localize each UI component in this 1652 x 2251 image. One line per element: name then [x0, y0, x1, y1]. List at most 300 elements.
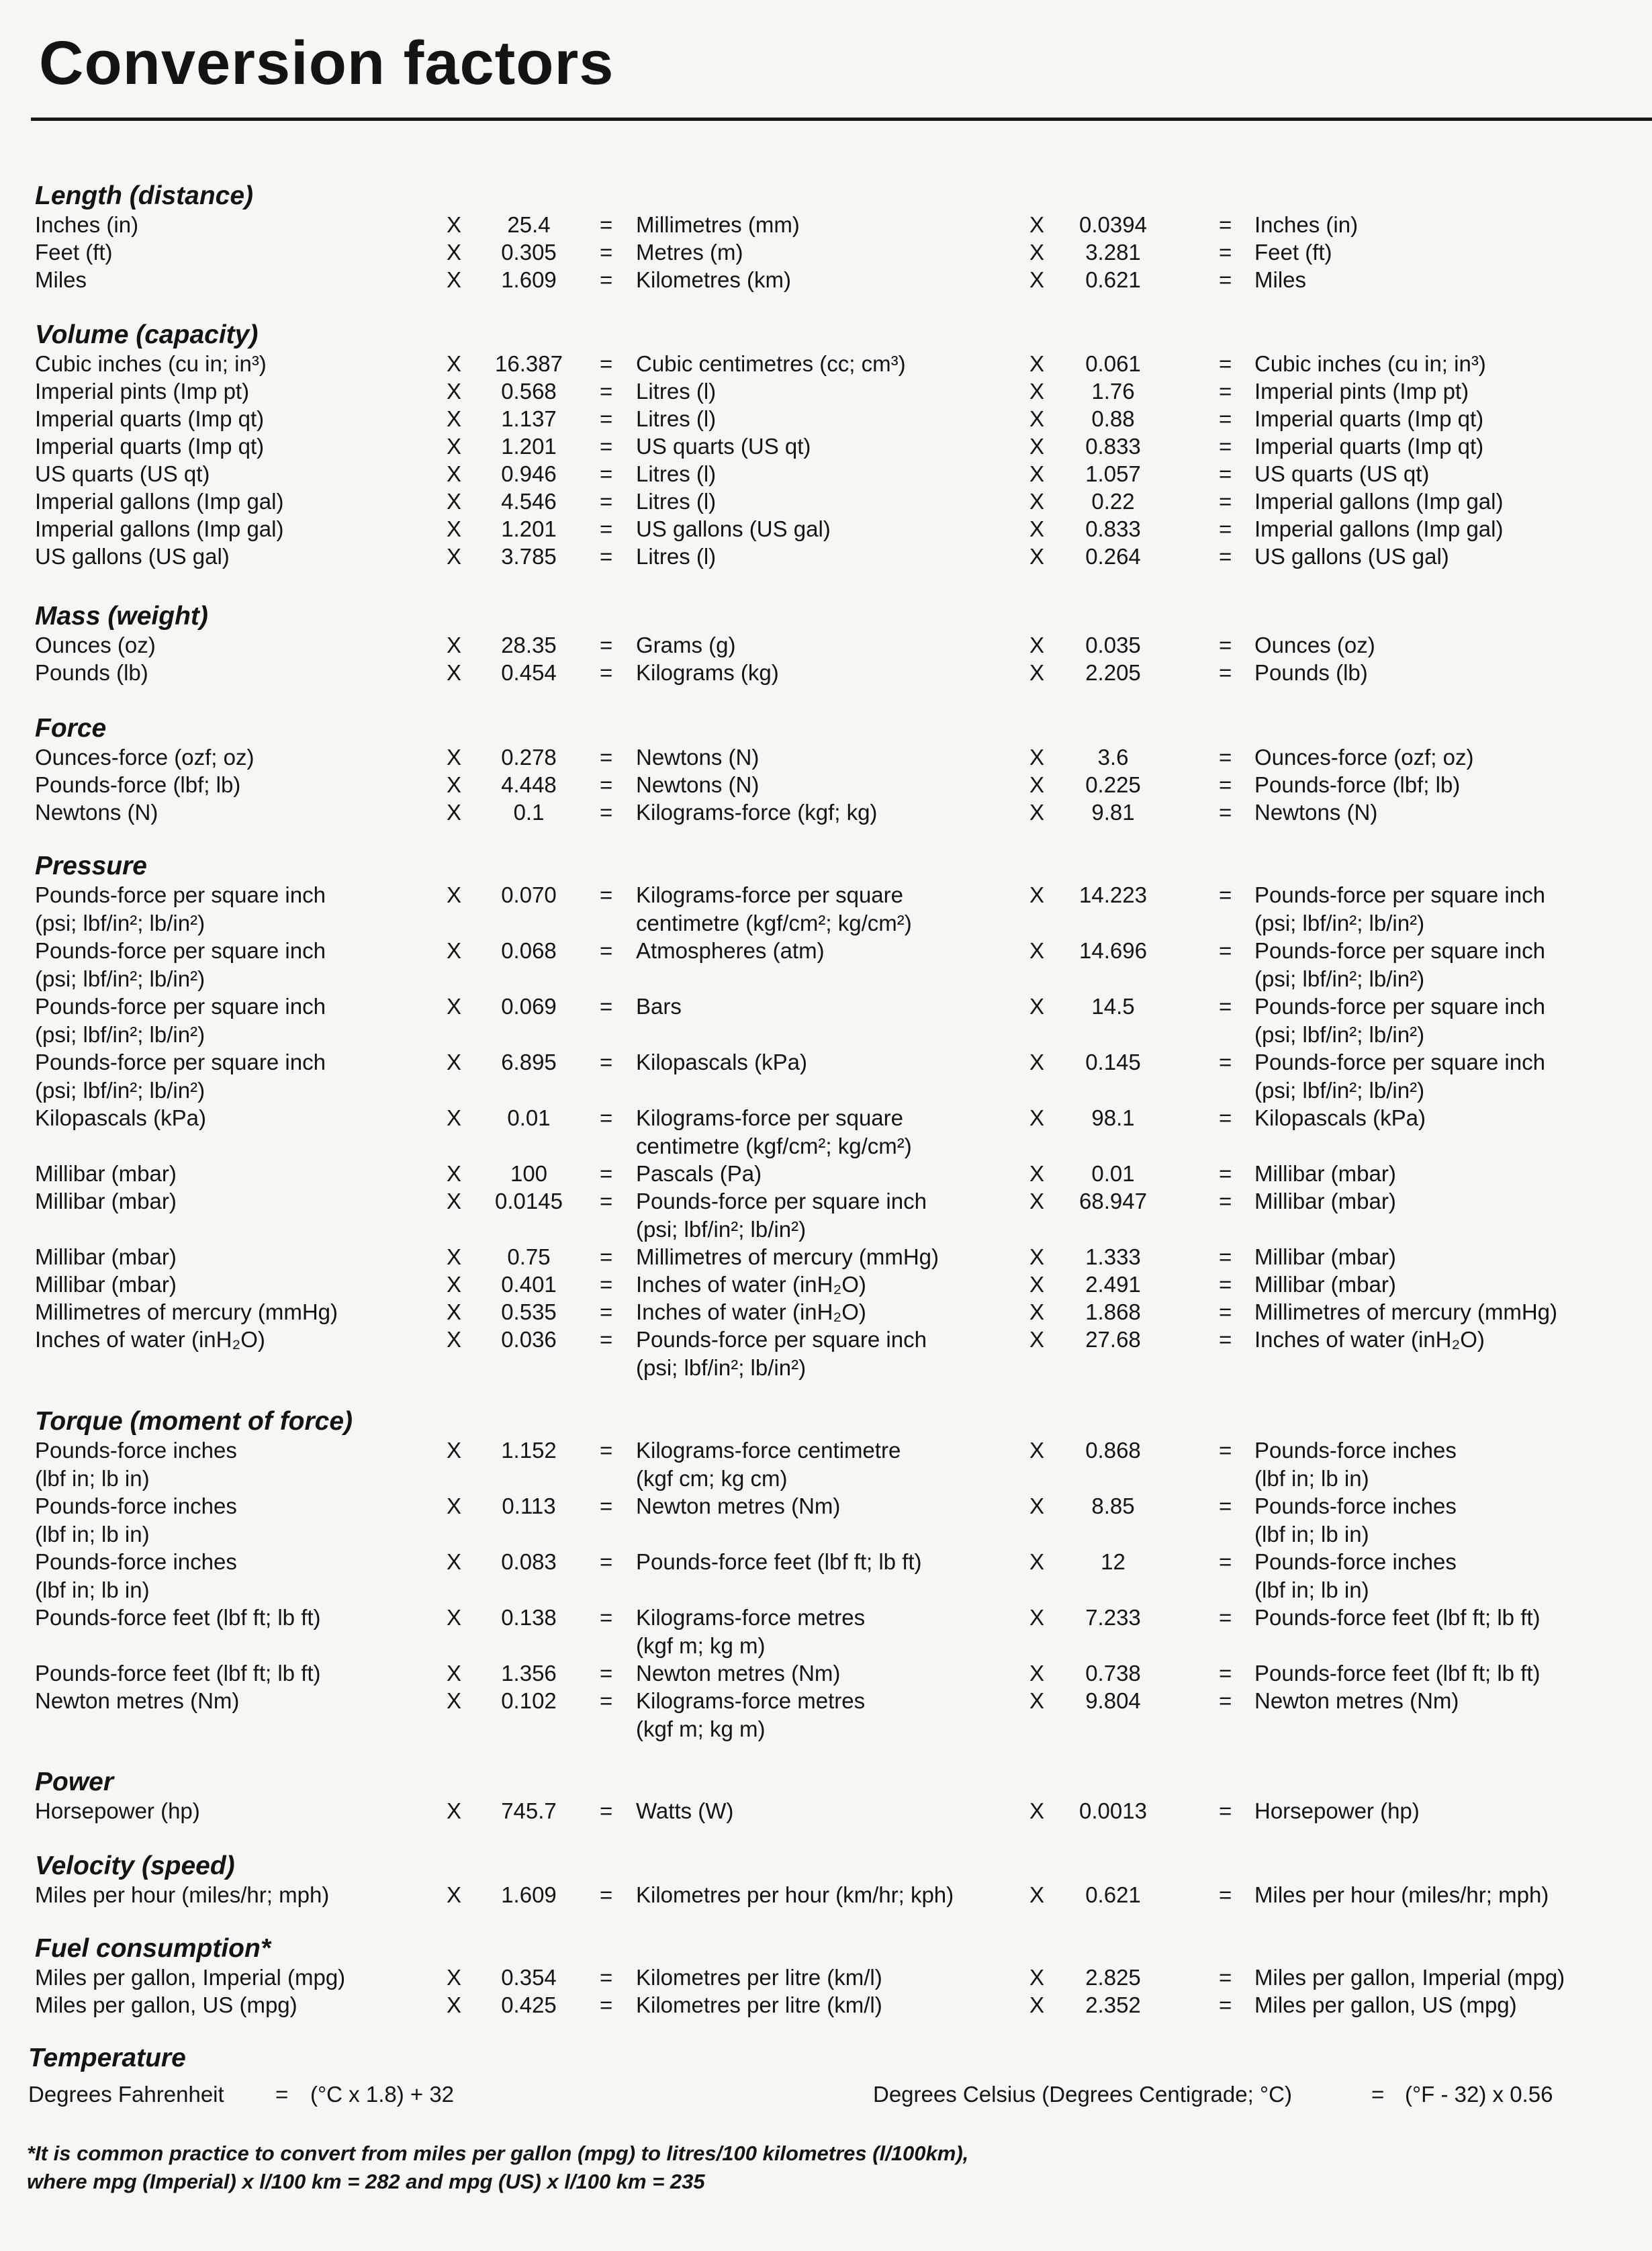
factor: [494, 937, 564, 965]
back-factor: [1061, 937, 1165, 965]
multiply-sign: [447, 1298, 461, 1326]
factor: [494, 266, 564, 294]
factor-line-1: 0.113: [502, 1494, 556, 1518]
from-unit: [35, 377, 249, 406]
back-factor: [1061, 405, 1165, 433]
temperature-equals-2: =: [1371, 2082, 1385, 2107]
from-unit: [35, 1604, 321, 1632]
factor: [494, 1492, 564, 1520]
back-unit: [1254, 1243, 1396, 1271]
equals-sign-line-1: =: [600, 1965, 613, 1990]
equals-sign-back-line-1: =: [1219, 212, 1232, 237]
back-unit: [1254, 350, 1486, 378]
from-unit-line-1: Imperial quarts (Imp qt): [35, 434, 265, 459]
multiply-sign-back-line-1: X: [1029, 1661, 1045, 1686]
multiply-sign-back-line-1: X: [1029, 1798, 1045, 1823]
back-factor-line-1: 0.833: [1085, 434, 1141, 459]
from-unit: [35, 881, 326, 937]
equals-sign-back: [1219, 1048, 1232, 1076]
back-factor-line-1: 0.833: [1085, 516, 1141, 541]
back-unit: [1254, 1687, 1459, 1715]
equals-sign-line-1: =: [600, 1244, 613, 1269]
multiply-sign: [447, 460, 461, 488]
multiply-sign-back: [1029, 432, 1044, 461]
to-unit: [636, 798, 877, 827]
back-unit-line-1: Millimetres of mercury (mmHg): [1254, 1299, 1558, 1324]
back-factor: [1061, 515, 1165, 543]
back-factor-line-1: 98.1: [1091, 1105, 1135, 1130]
from-unit-line-1: Newton metres (Nm): [35, 1688, 240, 1713]
from-unit-line-1: Ounces (oz): [35, 633, 156, 657]
to-unit: [636, 1160, 762, 1188]
factor-line-1: 0.01: [507, 1105, 551, 1130]
equals-sign: [600, 405, 612, 433]
equals-sign-back: [1219, 1271, 1232, 1299]
back-factor: [1061, 659, 1165, 687]
back-factor-line-1: 68.947: [1079, 1189, 1147, 1213]
multiply-sign-back: [1029, 1271, 1044, 1299]
equals-sign-line-1: =: [600, 516, 613, 541]
multiply-sign-back: [1029, 1548, 1044, 1576]
back-unit-line-1: Pounds-force inches: [1254, 1438, 1457, 1463]
from-unit: [35, 266, 87, 294]
back-unit: [1254, 405, 1483, 433]
celsius-formula: (°F - 32) x 0.56: [1405, 2082, 1553, 2107]
title-rule: [31, 118, 1652, 121]
multiply-sign-back: [1029, 1991, 1044, 2019]
multiply-sign-line-1: X: [447, 1549, 462, 1574]
back-unit: [1254, 1436, 1457, 1493]
equals-sign-back: [1219, 238, 1232, 267]
multiply-sign-line-1: X: [447, 882, 462, 907]
equals-sign-back: [1219, 1243, 1232, 1271]
to-unit: [636, 1991, 882, 2019]
equals-sign-back: [1219, 1298, 1232, 1326]
to-unit: [636, 543, 716, 571]
back-factor-line-1: 14.696: [1079, 938, 1147, 963]
to-unit-line-1: Kilograms-force centimetre: [636, 1438, 901, 1463]
to-unit-line-1: Litres (l): [636, 406, 717, 431]
back-unit-line-1: Pounds (lb): [1254, 660, 1368, 685]
back-unit-line-1: Imperial quarts (Imp qt): [1254, 406, 1484, 431]
multiply-sign-line-1: X: [447, 434, 462, 459]
to-unit-line-1: Kilograms-force metres: [636, 1688, 866, 1713]
from-unit: [35, 1104, 206, 1132]
to-unit-line-2: (kgf m; kg m): [636, 1633, 766, 1658]
multiply-sign: [447, 377, 461, 406]
multiply-sign-back: [1029, 1298, 1044, 1326]
multiply-sign: [447, 1243, 461, 1271]
from-unit: [35, 1160, 177, 1188]
equals-sign-back: [1219, 543, 1232, 571]
equals-sign-back-line-1: =: [1219, 544, 1232, 569]
multiply-sign-back: [1029, 631, 1044, 659]
back-unit-line-1: Inches (in): [1254, 212, 1359, 237]
back-unit-line-1: Ounces-force (ozf; oz): [1254, 745, 1474, 770]
back-factor: [1061, 1659, 1165, 1688]
equals-sign-line-1: =: [600, 1494, 613, 1518]
equals-sign-line-1: =: [600, 406, 613, 431]
back-unit-line-1: Kilopascals (kPa): [1254, 1105, 1426, 1130]
back-unit-line-1: Cubic inches (cu in; in³): [1254, 351, 1486, 376]
equals-sign-back: [1219, 1687, 1232, 1715]
from-unit: [35, 238, 113, 267]
factor-line-1: 0.070: [501, 882, 557, 907]
to-unit-line-1: Kilopascals (kPa): [636, 1050, 807, 1074]
back-factor: [1061, 1436, 1165, 1465]
to-unit-line-1: Kilometres per litre (km/l): [636, 1992, 882, 2017]
back-unit: [1254, 659, 1368, 687]
back-unit: [1254, 881, 1545, 937]
equals-sign-line-1: =: [600, 938, 613, 963]
back-factor-line-1: 0.0394: [1079, 212, 1147, 237]
equals-sign-back: [1219, 460, 1232, 488]
multiply-sign-line-1: X: [447, 660, 462, 685]
multiply-sign-back: [1029, 1797, 1044, 1825]
factor-line-1: 25.4: [507, 212, 551, 237]
back-unit-line-1: Imperial gallons (Imp gal): [1254, 516, 1504, 541]
from-unit: [35, 1659, 321, 1688]
equals-sign: [600, 1659, 612, 1688]
equals-sign: [600, 1187, 612, 1215]
equals-sign-back: [1219, 1187, 1232, 1215]
equals-sign-back-line-1: =: [1219, 489, 1232, 514]
multiply-sign-line-1: X: [447, 745, 462, 770]
equals-sign-line-1: =: [600, 1189, 613, 1213]
from-unit-line-1: Miles: [35, 267, 87, 292]
to-unit: [636, 1243, 939, 1271]
equals-sign-line-1: =: [600, 1327, 613, 1352]
equals-sign-back: [1219, 1991, 1232, 2019]
from-unit: [35, 1436, 237, 1493]
back-unit: [1254, 543, 1449, 571]
from-unit-line-1: Imperial gallons (Imp gal): [35, 516, 284, 541]
multiply-sign-line-1: X: [447, 212, 462, 237]
back-unit-line-1: Pounds-force (lbf; lb): [1254, 772, 1461, 797]
multiply-sign-back: [1029, 1881, 1044, 1909]
from-unit: [35, 1881, 329, 1909]
equals-sign-line-1: =: [600, 489, 613, 514]
equals-sign-back-line-1: =: [1219, 772, 1232, 797]
factor: [494, 377, 564, 406]
from-unit-line-1: Millibar (mbar): [35, 1189, 177, 1213]
from-unit: [35, 488, 283, 516]
back-factor-line-1: 0.738: [1085, 1661, 1141, 1686]
multiply-sign: [447, 1187, 461, 1215]
equals-sign: [600, 1548, 612, 1576]
multiply-sign-back: [1029, 377, 1044, 406]
from-unit-line-1: Miles per gallon, Imperial (mpg): [35, 1965, 346, 1990]
back-unit-line-1: Pounds-force per square inch: [1254, 882, 1545, 907]
multiply-sign-back: [1029, 211, 1044, 239]
from-unit-line-1: Pounds-force per square inch: [35, 882, 326, 907]
equals-sign: [600, 993, 612, 1021]
equals-sign-line-1: =: [600, 1549, 613, 1574]
to-unit-line-1: Kilograms (kg): [636, 660, 779, 685]
multiply-sign: [447, 238, 461, 267]
equals-sign: [600, 1271, 612, 1299]
multiply-sign-line-1: X: [447, 994, 462, 1019]
to-unit-line-1: Kilometres (km): [636, 267, 792, 292]
equals-sign-back: [1219, 377, 1232, 406]
multiply-sign-line-1: X: [447, 1605, 462, 1630]
from-unit-line-1: Pounds-force feet (lbf ft; lb ft): [35, 1661, 321, 1686]
multiply-sign-back-line-1: X: [1029, 800, 1045, 825]
factor: [494, 543, 564, 571]
from-unit: [35, 1187, 177, 1215]
multiply-sign-back: [1029, 1160, 1044, 1188]
factor-line-1: 0.1: [513, 800, 545, 825]
back-factor-line-1: 7.233: [1085, 1605, 1141, 1630]
multiply-sign-back-line-1: X: [1029, 1244, 1045, 1269]
multiply-sign: [447, 743, 461, 772]
equals-sign-line-1: =: [600, 1299, 613, 1324]
from-unit-line-1: Inches of water (inH₂O): [35, 1327, 265, 1352]
equals-sign-back-line-1: =: [1219, 1688, 1232, 1713]
equals-sign: [600, 515, 612, 543]
from-unit-line-2: (lbf in; lb in): [35, 1522, 150, 1547]
equals-sign-back-line-1: =: [1219, 633, 1232, 657]
factor-line-1: 0.278: [501, 745, 557, 770]
back-unit: [1254, 488, 1503, 516]
back-unit-line-2: (lbf in; lb in): [1254, 1577, 1369, 1602]
equals-sign-line-1: =: [600, 1272, 613, 1297]
from-unit: [35, 659, 148, 687]
footnote-line-1: *It is common practice to convert from miles per gallon (mpg) to litres/100 kilometres (l/100km),: [27, 2142, 969, 2165]
to-unit-line-1: Kilometres per hour (km/hr; kph): [636, 1882, 954, 1907]
equals-sign-back: [1219, 1797, 1232, 1825]
from-unit: [35, 1048, 326, 1105]
equals-sign: [600, 350, 612, 378]
section-title: Mass (weight): [35, 602, 208, 631]
from-unit-line-1: Imperial pints (Imp pt): [35, 379, 250, 404]
equals-sign: [600, 881, 612, 909]
equals-sign-line-1: =: [600, 1661, 613, 1686]
factor: [494, 1271, 564, 1299]
factor-line-1: 1.356: [501, 1661, 557, 1686]
back-unit-line-2: (psi; lbf/in²; lb/in²): [1254, 1022, 1425, 1047]
back-unit-line-1: Pounds-force per square inch: [1254, 938, 1545, 963]
back-unit-line-2: (psi; lbf/in²; lb/in²): [1254, 1078, 1425, 1103]
multiply-sign-back-line-1: X: [1029, 1494, 1045, 1518]
back-factor: [1061, 1298, 1165, 1326]
multiply-sign: [447, 1604, 461, 1632]
equals-sign-line-1: =: [600, 1688, 613, 1713]
back-unit-line-1: Pounds-force per square inch: [1254, 994, 1545, 1019]
multiply-sign-back-line-1: X: [1029, 516, 1045, 541]
to-unit-line-1: Cubic centimetres (cc; cm³): [636, 351, 906, 376]
back-unit-line-1: Pounds-force inches: [1254, 1494, 1457, 1518]
factor: [494, 881, 564, 909]
back-factor: [1061, 771, 1165, 799]
from-unit: [35, 211, 138, 239]
from-unit-line-1: Pounds-force per square inch: [35, 994, 326, 1019]
to-unit-line-1: Bars: [636, 994, 682, 1019]
multiply-sign: [447, 1687, 461, 1715]
back-unit: [1254, 1298, 1557, 1326]
back-unit-line-1: Imperial pints (Imp pt): [1254, 379, 1469, 404]
factor: [494, 798, 564, 827]
from-unit: [35, 350, 267, 378]
equals-sign-back: [1219, 1548, 1232, 1576]
back-unit-line-1: Imperial gallons (Imp gal): [1254, 489, 1504, 514]
to-unit-line-2: (psi; lbf/in²; lb/in²): [636, 1355, 807, 1380]
multiply-sign-back: [1029, 937, 1044, 965]
to-unit-line-1: Millimetres of mercury (mmHg): [636, 1244, 939, 1269]
back-unit-line-1: Millibar (mbar): [1254, 1189, 1396, 1213]
factor: [494, 1187, 564, 1215]
multiply-sign-line-1: X: [447, 461, 462, 486]
back-factor-line-1: 0.264: [1085, 544, 1141, 569]
back-factor: [1061, 1187, 1165, 1215]
back-factor: [1061, 881, 1165, 909]
equals-sign-back-line-1: =: [1219, 1189, 1232, 1213]
from-unit: [35, 993, 326, 1049]
multiply-sign-back: [1029, 771, 1044, 799]
equals-sign-line-1: =: [600, 1161, 613, 1186]
factor-line-1: 1.201: [501, 516, 557, 541]
factor-line-1: 1.201: [501, 434, 557, 459]
multiply-sign-back-line-1: X: [1029, 267, 1045, 292]
equals-sign-line-1: =: [600, 772, 613, 797]
equals-sign-back: [1219, 432, 1232, 461]
equals-sign-line-1: =: [600, 1605, 613, 1630]
from-unit: [35, 543, 230, 571]
multiply-sign-back-line-1: X: [1029, 544, 1045, 569]
equals-sign-back-line-1: =: [1219, 1549, 1232, 1574]
to-unit: [636, 881, 912, 937]
from-unit-line-1: Miles per hour (miles/hr; mph): [35, 1882, 330, 1907]
from-unit-line-2: (lbf in; lb in): [35, 1466, 150, 1491]
equals-sign-back-line-1: =: [1219, 379, 1232, 404]
equals-sign: [600, 238, 612, 267]
back-unit-line-1: Horsepower (hp): [1254, 1798, 1420, 1823]
equals-sign-back-line-1: =: [1219, 1882, 1232, 1907]
back-factor-line-1: 3.6: [1097, 745, 1129, 770]
multiply-sign-back: [1029, 1604, 1044, 1632]
equals-sign-back-line-1: =: [1219, 1965, 1232, 1990]
multiply-sign-back: [1029, 1104, 1044, 1132]
multiply-sign-line-1: X: [447, 1494, 462, 1518]
multiply-sign-back-line-1: X: [1029, 1272, 1045, 1297]
multiply-sign-back-line-1: X: [1029, 434, 1045, 459]
factor-line-1: 6.895: [501, 1050, 557, 1074]
factor: [494, 1048, 564, 1076]
to-unit-line-1: Atmospheres (atm): [636, 938, 825, 963]
multiply-sign: [447, 937, 461, 965]
to-unit-line-1: Kilograms-force (kgf; kg): [636, 800, 878, 825]
multiply-sign-back-line-1: X: [1029, 1688, 1045, 1713]
multiply-sign-line-1: X: [447, 800, 462, 825]
multiply-sign-back-line-1: X: [1029, 406, 1045, 431]
fahrenheit-formula: (°C x 1.8) + 32: [310, 2082, 455, 2107]
equals-sign: [600, 1160, 612, 1188]
from-unit: [35, 1687, 239, 1715]
equals-sign-back: [1219, 515, 1232, 543]
multiply-sign: [447, 1548, 461, 1576]
to-unit: [636, 1326, 927, 1382]
from-unit: [35, 743, 254, 772]
multiply-sign-back: [1029, 266, 1044, 294]
multiply-sign-line-1: X: [447, 351, 462, 376]
equals-sign-back: [1219, 993, 1232, 1021]
factor-line-1: 0.102: [501, 1688, 557, 1713]
multiply-sign-back: [1029, 1964, 1044, 1992]
multiply-sign-back-line-1: X: [1029, 1050, 1045, 1074]
back-unit: [1254, 1991, 1517, 2019]
factor: [494, 1604, 564, 1632]
back-unit-line-1: US quarts (US qt): [1254, 461, 1430, 486]
multiply-sign-back-line-1: X: [1029, 1882, 1045, 1907]
from-unit-line-1: Pounds-force per square inch: [35, 938, 326, 963]
multiply-sign-back: [1029, 1187, 1044, 1215]
from-unit: [35, 1243, 177, 1271]
multiply-sign-back-line-1: X: [1029, 1549, 1045, 1574]
multiply-sign-line-1: X: [447, 1992, 462, 2017]
equals-sign-line-1: =: [600, 1105, 613, 1130]
equals-sign-line-1: =: [600, 1438, 613, 1463]
back-factor: [1061, 238, 1165, 267]
back-unit-line-1: Pounds-force feet (lbf ft; lb ft): [1254, 1605, 1541, 1630]
multiply-sign-back-line-1: X: [1029, 1299, 1045, 1324]
factor-line-1: 4.546: [501, 489, 557, 514]
factor-line-1: 1.137: [501, 406, 557, 431]
multiply-sign-line-1: X: [447, 1438, 462, 1463]
equals-sign-back-line-1: =: [1219, 1244, 1232, 1269]
equals-sign: [600, 1492, 612, 1520]
multiply-sign-line-1: X: [447, 489, 462, 514]
equals-sign-back-line-1: =: [1219, 516, 1232, 541]
multiply-sign-back-line-1: X: [1029, 1605, 1045, 1630]
to-unit: [636, 1492, 840, 1520]
factor: [494, 1659, 564, 1688]
back-unit: [1254, 1604, 1541, 1632]
from-unit-line-1: Imperial quarts (Imp qt): [35, 406, 265, 431]
multiply-sign-line-1: X: [447, 1299, 462, 1324]
equals-sign-back: [1219, 798, 1232, 827]
equals-sign-line-1: =: [600, 1882, 613, 1907]
equals-sign-back-line-1: =: [1219, 1327, 1232, 1352]
back-factor: [1061, 993, 1165, 1021]
from-unit-line-1: Pounds-force feet (lbf ft; lb ft): [35, 1605, 321, 1630]
section-title: Volume (capacity): [35, 320, 259, 349]
multiply-sign: [447, 266, 461, 294]
multiply-sign-back: [1029, 238, 1044, 267]
factor: [494, 432, 564, 461]
back-unit: [1254, 460, 1429, 488]
equals-sign-back-line-1: =: [1219, 1105, 1232, 1130]
multiply-sign: [447, 1881, 461, 1909]
back-unit-line-1: Imperial quarts (Imp qt): [1254, 434, 1484, 459]
back-factor-line-1: 2.352: [1085, 1992, 1141, 2017]
back-factor-line-1: 1.057: [1085, 461, 1141, 486]
factor: [494, 515, 564, 543]
equals-sign-back: [1219, 211, 1232, 239]
multiply-sign-back: [1029, 1659, 1044, 1688]
from-unit-line-1: US quarts (US qt): [35, 461, 210, 486]
back-factor: [1061, 1991, 1165, 2019]
back-unit-line-1: Pounds-force inches: [1254, 1549, 1457, 1574]
equals-sign-back-line-1: =: [1219, 938, 1232, 963]
equals-sign-back: [1219, 405, 1232, 433]
equals-sign-back: [1219, 1492, 1232, 1520]
from-unit-line-2: (psi; lbf/in²; lb/in²): [35, 1078, 205, 1103]
to-unit: [636, 432, 811, 461]
equals-sign: [600, 543, 612, 571]
equals-sign-back-line-1: =: [1219, 1992, 1232, 2017]
factor-line-1: 0.138: [501, 1605, 557, 1630]
multiply-sign: [447, 1492, 461, 1520]
